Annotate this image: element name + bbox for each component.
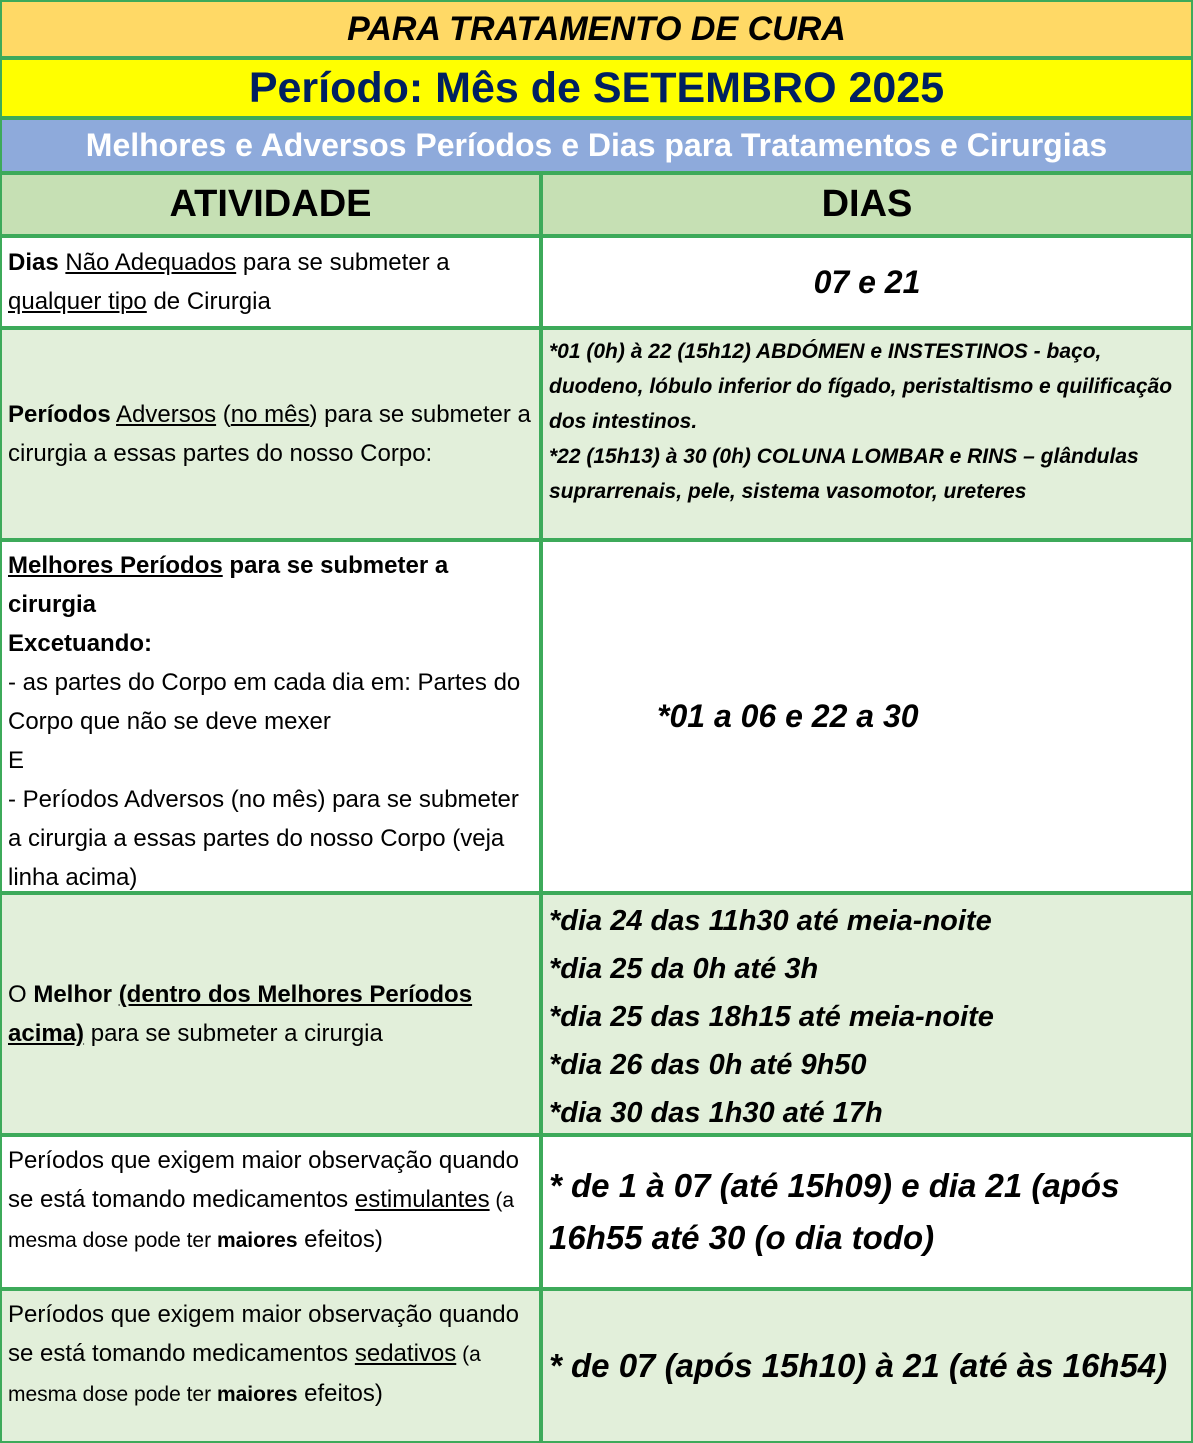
text: efeitos) — [297, 1226, 383, 1253]
text: O — [8, 981, 34, 1008]
days-value: *dia 30 das 1h30 até 17h — [549, 1097, 883, 1129]
days-value: *dia 24 das 11h30 até meia-noite — [549, 905, 992, 937]
activity-cell — [0, 893, 541, 1135]
days-cell — [541, 328, 1193, 540]
days-value: *01 (0h) à 22 (15h12) ABDÓMEN e INSTESTINOS - baço, duodeno, lóbulo inferior do fígado, peristaltismo e quilificação dos intestinos. — [549, 340, 1173, 433]
text-underline: Não Adequados — [65, 249, 237, 276]
text-bold-underline: Melhores Períodos — [8, 552, 223, 579]
activity-text — [8, 395, 533, 473]
text: para se submeter a — [236, 249, 450, 276]
text: - Períodos Adversos (no mês) para se submeter a cirurgia a essas partes do nosso Corpo (veja linha acima) — [8, 786, 519, 891]
text-underline: Adversos — [116, 401, 217, 428]
period-text: Período: Mês de SETEMBRO 2025 — [248, 63, 945, 112]
text: (a mesma dose pode ter — [8, 1189, 515, 1252]
days-cell — [541, 893, 1193, 1135]
activity-cell — [0, 328, 541, 540]
activity-text — [8, 243, 533, 321]
days-value: *22 (15h13) à 30 (0h) COLUNA LOMBAR e RINS – glândulas suprarrenais, pele, sistema vasomotor, ureteres — [549, 445, 1139, 503]
days-value: *dia 25 da 0h até 3h — [549, 953, 819, 985]
days-value: 07 e 21 — [813, 263, 921, 300]
text: Períodos que exigem maior observação quando se está tomando medicamentos — [8, 1147, 519, 1213]
days-value: * de 1 à 07 (até 15h09) e dia 21 (após 16h55 até 30 (o dia todo) — [549, 1167, 1120, 1256]
activity-cell — [0, 540, 541, 893]
subtitle-text: Melhores e Adversos Períodos e Dias para Tratamentos e Cirurgias — [85, 127, 1108, 163]
text-bold: Melhor — [33, 981, 113, 1008]
period-banner — [0, 58, 1193, 118]
text-underline: no mês — [230, 401, 310, 428]
text: Períodos que exigem maior observação quando se está tomando medicamentos — [8, 1301, 519, 1367]
text: E — [8, 747, 25, 774]
days-cell — [541, 236, 1193, 328]
text: ( — [222, 401, 231, 428]
days-value: *dia 25 das 18h15 até meia-noite — [549, 1001, 994, 1033]
text-bold-underline: (dentro dos Melhores Períodos acima) — [8, 981, 473, 1047]
header-activity — [0, 173, 541, 236]
days-cell — [541, 1289, 1193, 1443]
table-row — [0, 1289, 1193, 1443]
text: ) para se submeter a cirurgia a essas partes do nosso Corpo: — [8, 401, 531, 467]
text-bold: Períodos — [8, 401, 111, 428]
text-bold: Dias — [8, 249, 59, 276]
activity-text — [8, 975, 533, 1053]
activity-cell — [0, 1289, 541, 1443]
header-days-label: DIAS — [821, 183, 913, 225]
table-row — [0, 328, 1193, 540]
text-bold: para se submeter a cirurgia — [8, 552, 449, 618]
title-banner — [0, 0, 1193, 58]
header-days — [541, 173, 1193, 236]
text-bold: maiores — [216, 1229, 298, 1252]
text-underline: estimulantes — [354, 1186, 490, 1213]
table-row — [0, 236, 1193, 328]
text: para se submeter a cirurgia — [84, 1020, 383, 1047]
text: efeitos) — [297, 1380, 383, 1407]
activity-cell — [0, 236, 541, 328]
days-value: *01 a 06 e 22 a 30 — [657, 698, 919, 734]
text: - as partes do Corpo em cada dia em: Partes do Corpo que não se deve mexer — [8, 669, 521, 735]
subtitle-banner — [0, 118, 1193, 173]
text-bold: maiores — [216, 1383, 298, 1406]
table-row — [0, 893, 1193, 1135]
table-header-row — [0, 173, 1193, 236]
days-cell — [541, 1135, 1193, 1289]
title-text: PARA TRATAMENTO DE CURA — [347, 9, 846, 48]
days-value: * de 07 (após 15h10) à 21 (até às 16h54) — [549, 1347, 1168, 1384]
days-value: *dia 26 das 0h até 9h50 — [549, 1049, 867, 1081]
header-activity-label: ATIVIDADE — [169, 183, 372, 225]
text-bold: Excetuando: — [8, 630, 153, 657]
text: de Cirurgia — [146, 288, 271, 315]
text-underline: sedativos — [354, 1340, 457, 1367]
text: (a mesma dose pode ter — [8, 1343, 481, 1406]
activity-cell — [0, 1135, 541, 1289]
days-cell — [541, 540, 1193, 893]
table-row — [0, 1135, 1193, 1289]
text-underline: qualquer tipo — [8, 288, 147, 315]
table-row — [0, 540, 1193, 893]
